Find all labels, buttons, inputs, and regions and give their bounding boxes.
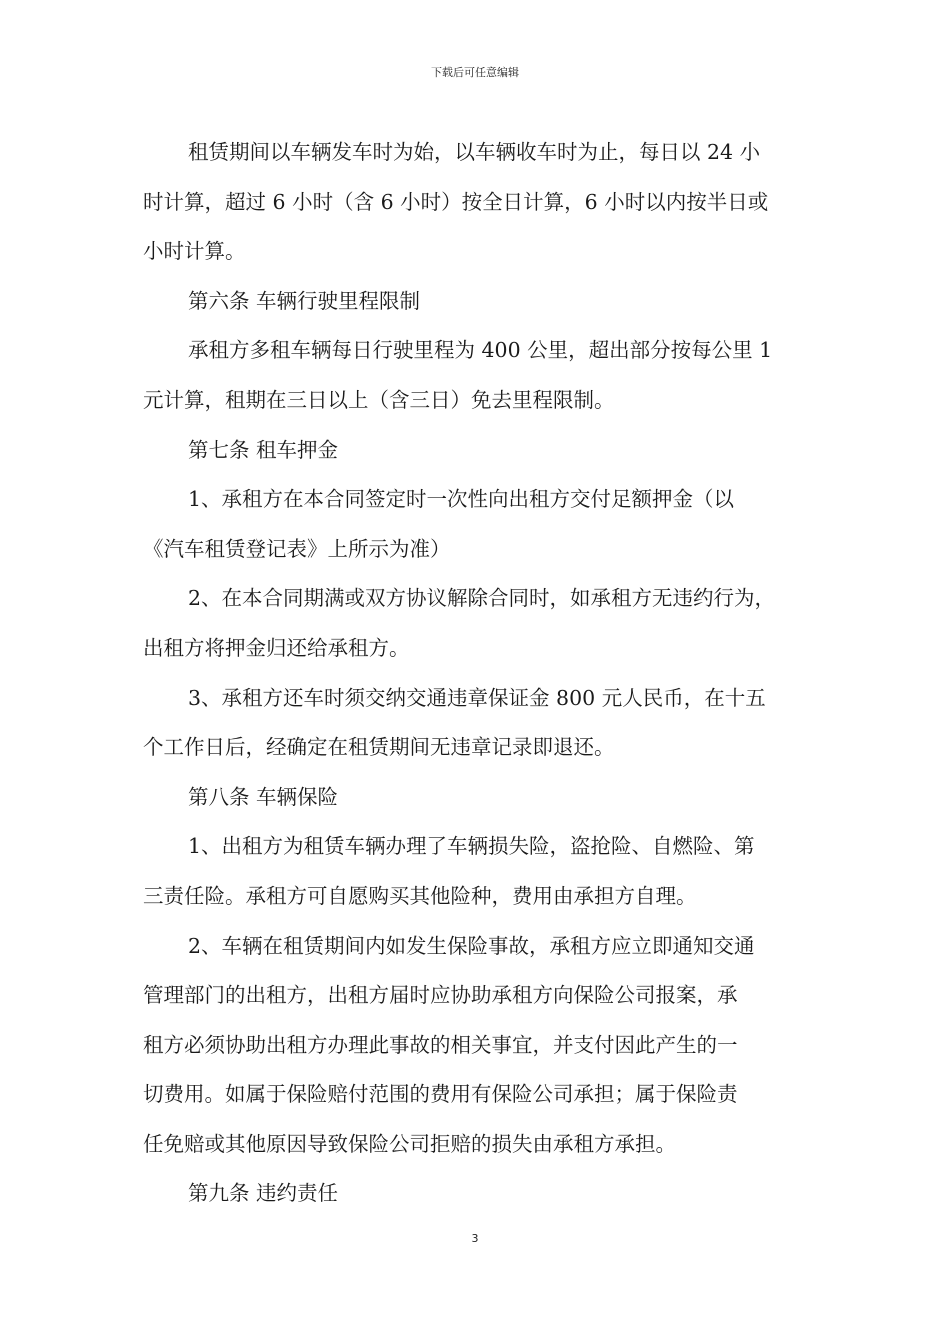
page-header: 下载后可任意编辑: [431, 66, 519, 79]
body-line: 1、承租方在本合同签定时一次性向出租方交付足额押金（以: [188, 487, 735, 512]
body-line: 3、承租方还车时须交纳交通违章保证金 800 元人民币，在十五: [188, 685, 766, 710]
body-line: 小时计算。: [143, 239, 246, 264]
article-heading: 第七条 租车押金: [188, 437, 339, 462]
body-line: 时计算，超过 6 小时（含 6 小时）按全日计算，6 小时以内按半日或: [143, 189, 769, 214]
article-heading: 第九条 违约责任: [188, 1181, 339, 1206]
page-number: 3: [471, 1232, 479, 1245]
article-heading: 第六条 车辆行驶里程限制: [188, 288, 421, 313]
body-line: 《汽车租赁登记表》上所示为准）: [143, 536, 451, 561]
body-line: 任免赔或其他原因导致保险公司拒赔的损失由承租方承担。: [143, 1131, 676, 1156]
body-line: 个工作日后，经确定在租赁期间无违章记录即退还。: [143, 735, 615, 760]
body-line: 租赁期间以车辆发车时为始，以车辆收车时为止，每日以 24 小: [188, 140, 761, 164]
body-line: 元计算，租期在三日以上（含三日）免去里程限制。: [143, 387, 615, 412]
body-line: 管理部门的出租方，出租方届时应协助承租方向保险公司报案，承: [143, 983, 738, 1008]
body-line: 租方必须协助出租方办理此事故的相关事宜，并支付因此产生的一: [143, 1032, 738, 1057]
body-line: 切费用。如属于保险赔付范围的费用有保险公司承担；属于保险责: [143, 1082, 738, 1107]
body-line: 承租方多租车辆每日行驶里程为 400 公里，超出部分按每公里 1: [188, 338, 773, 363]
article-heading: 第八条 车辆保险: [188, 784, 339, 809]
document-body: [143, 128, 811, 1219]
body-line: 2、在本合同期满或双方协议解除合同时，如承租方无违约行为，: [188, 586, 776, 611]
body-line: 2、车辆在租赁期间内如发生保险事故，承租方应立即通知交通: [188, 933, 755, 958]
body-line: 1、出租方为租赁车辆办理了车辆损失险，盗抢险、自燃险、第: [188, 834, 755, 859]
body-line: 三责任险。承租方可自愿购买其他险种，费用由承担方自理。: [143, 883, 697, 908]
body-line: 出租方将押金归还给承租方。: [143, 635, 410, 660]
